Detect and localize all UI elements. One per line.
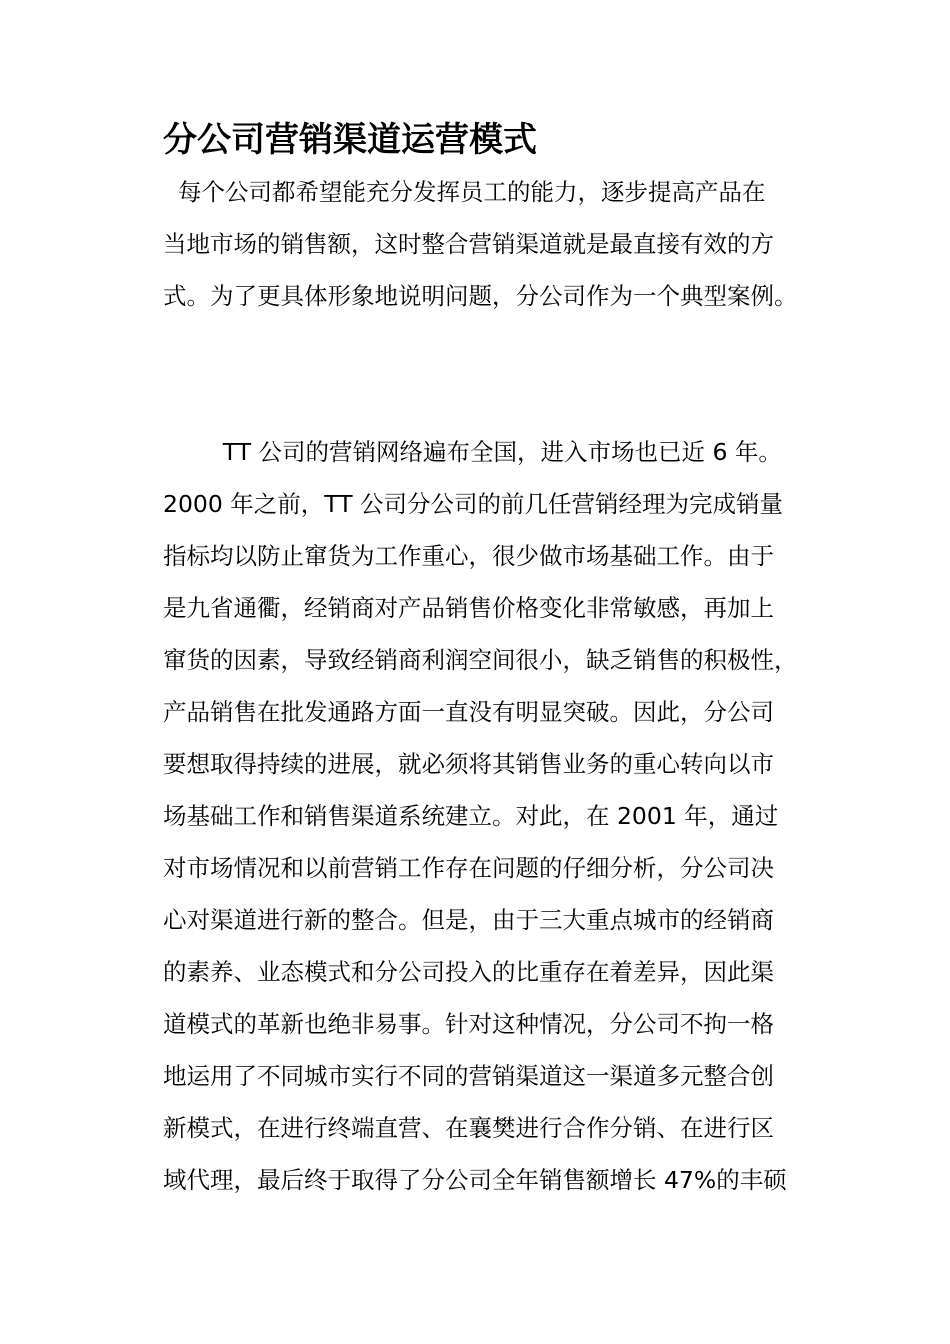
body-line-4: 是九省通衢，经销商对产品销售价格变化非常敏感，再加上 <box>163 594 774 622</box>
body-line-1: TT 公司的营销网络遍布全国，进入市场也已近 6 年。 <box>163 438 782 466</box>
body-line-6: 产品销售在批发通路方面一直没有明显突破。因此，分公司 <box>163 698 774 726</box>
intro-line-2: 当地市场的销售额，这时整合营销渠道就是最直接有效的方 <box>163 230 774 258</box>
intro-line-3: 式。为了更具体形象地说明问题，分公司作为一个典型案例。 <box>163 282 798 310</box>
body-line-15: 域代理，最后终于取得了分公司全年销售额增长 47%的丰硕 <box>163 1166 787 1194</box>
body-line-8: 场基础工作和销售渠道系统建立。对此，在 2001 年，通过 <box>163 802 779 830</box>
body-line-11: 的素养、业态模式和分公司投入的比重存在着差异，因此渠 <box>163 958 774 986</box>
body-line-2: 2000 年之前，TT 公司分公司的前几任营销经理为完成销量 <box>163 490 784 518</box>
body-line-9: 对市场情况和以前营销工作存在问题的仔细分析，分公司决 <box>163 854 774 882</box>
intro-line-1: 每个公司都希望能充分发挥员工的能力，逐步提高产品在 <box>163 178 766 206</box>
body-line-13: 地运用了不同城市实行不同的营销渠道这一渠道多元整合创 <box>163 1062 774 1090</box>
body-line-5: 窜货的因素，导致经销商利润空间很小，缺乏销售的积极性， <box>163 646 798 674</box>
body-line-10: 心对渠道进行新的整合。但是，由于三大重点城市的经销商 <box>163 906 774 934</box>
body-line-14: 新模式，在进行终端直营、在襄樊进行合作分销、在进行区 <box>163 1114 774 1142</box>
document-title: 分公司营销渠道运营模式 <box>163 120 537 160</box>
body-line-12: 道模式的革新也绝非易事。针对这种情况，分公司不拘一格 <box>163 1010 774 1038</box>
body-line-3: 指标均以防止窜货为工作重心，很少做市场基础工作。由于 <box>163 542 774 570</box>
body-line-7: 要想取得持续的进展，就必须将其销售业务的重心转向以市 <box>163 750 774 778</box>
